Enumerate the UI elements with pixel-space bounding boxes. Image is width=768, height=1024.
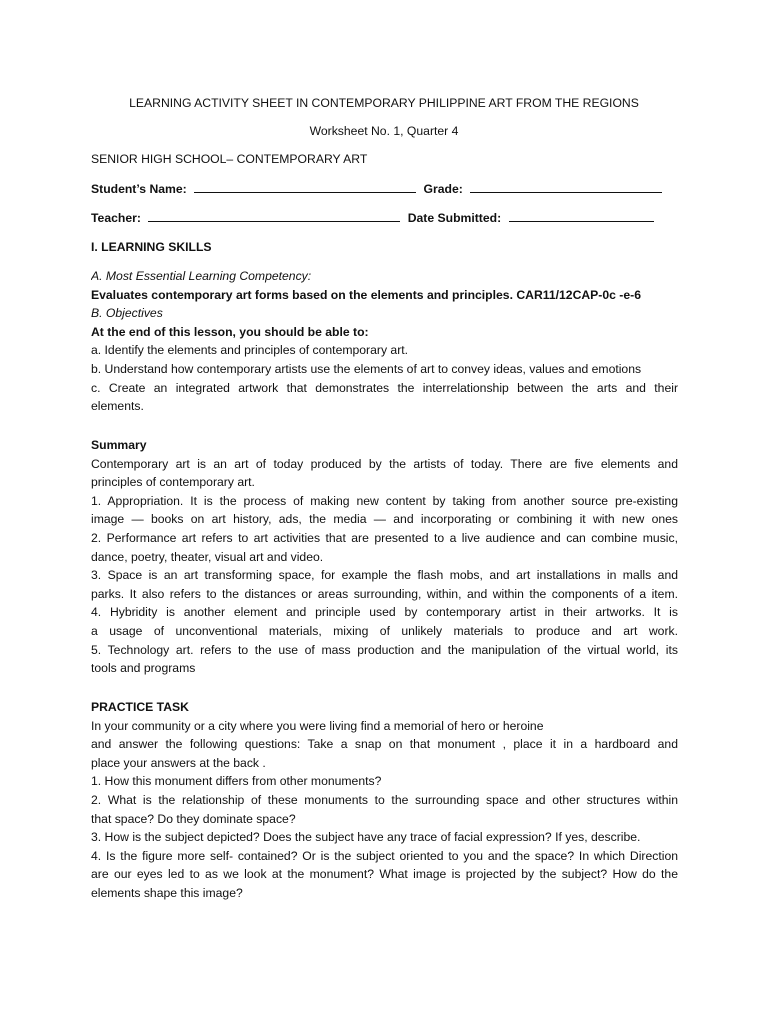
summary-item-1-line2: image — books on art history, ads, the media — and incorporating or combining it with new ones (91, 512, 678, 527)
question-2-line2: that space? Do they dominate space? (91, 811, 296, 826)
practice-instructions-line2: place your answers at the back . (91, 755, 266, 770)
question-3: 3. How is the subject depicted? Does the subject have any trace of facial expression? If yes, describe. (91, 830, 641, 845)
teacher-field[interactable] (148, 209, 400, 222)
objective-b: b. Understand how contemporary artists use the elements of art to convey ideas, values and emotions (91, 361, 642, 376)
summary-item-3-line1: 3. Space is an art transforming space, for example the flash mobs, and art installations in malls and (91, 568, 678, 583)
grade-field[interactable] (470, 180, 662, 193)
teacher-date-row (91, 209, 678, 228)
school-line: SENIOR HIGH SCHOOL– CONTEMPORARY ART (91, 152, 368, 166)
competency-text: Evaluates contemporary art forms based on the elements and principles. CAR11/12CAP-0c -e-6 (91, 287, 641, 302)
objectives-label: B. Objectives (91, 306, 163, 321)
objective-a: a. Identify the elements and principles of contemporary art. (91, 343, 409, 358)
question-4-line3: elements shape this image? (91, 885, 243, 900)
summary-item-5-line2: tools and programs (91, 661, 196, 676)
question-1: 1. How this monument differs from other monuments? (91, 774, 382, 789)
summary-item-4-line1: 4. Hybridity is another element and principle used by contemporary artist in their artworks. It is (91, 605, 678, 620)
summary-item-1-line1: 1. Appropriation. It is the process of making new content by taking from another source pre-existing (91, 493, 678, 508)
student-grade-row (91, 180, 678, 199)
question-4-line2: are our eyes led to as we look at the monument? What image is projected by the subject? How do the (91, 867, 678, 882)
document-title: LEARNING ACTIVITY SHEET IN CONTEMPORARY PHILIPPINE ART FROM THE REGIONS (129, 96, 639, 110)
student-name-field[interactable] (194, 180, 416, 193)
objectives-intro: At the end of this lesson, you should be able to: (91, 324, 369, 339)
grade-label: Grade: (423, 182, 463, 196)
student-name-label: Student’s Name: (91, 182, 187, 196)
teacher-label: Teacher: (91, 211, 141, 225)
summary-intro-line1: Contemporary art is an art of today produced by the artists of today. There are five elements and (91, 456, 678, 471)
practice-task-section (91, 698, 678, 903)
date-submitted-field[interactable] (509, 209, 654, 222)
practice-instructions-line1: and answer the following questions: Take a snap on that monument , place it in a hardboard and (91, 737, 678, 752)
summary-item-2-line2: dance, poetry, theater, visual art and video. (91, 549, 324, 564)
learning-skills-heading: I. LEARNING SKILLS (91, 240, 212, 254)
summary-heading: Summary (91, 438, 147, 452)
summary-section (91, 436, 678, 678)
question-4-line1: 4. Is the figure more self- contained? Or is the subject oriented to you and the space? In which Direction (91, 848, 678, 863)
learning-skills-section (91, 267, 678, 416)
summary-item-3-line2: parks. It also refers to the distances or areas surrounding, within, and within the components of a item. (91, 586, 678, 601)
worksheet-number: Worksheet No. 1, Quarter 4 (309, 124, 459, 138)
summary-item-2-line1: 2. Performance art refers to art activities that are presented to a live audience and can combine music, (91, 530, 678, 545)
competency-label: A. Most Essential Learning Competency: (91, 269, 312, 283)
summary-item-4-line2: a usage of unconventional materials, mixing of unlikely materials to produce and art work. (91, 623, 678, 638)
objective-c-line1: c. Create an integrated artwork that demonstrates the interrelationship between the arts and their (91, 380, 678, 395)
practice-intro: In your community or a city where you were living find a memorial of hero or heroine (91, 718, 544, 733)
summary-item-5-line1: 5. Technology art. refers to the use of mass production and the manipulation of the virtual world, its (91, 642, 678, 657)
question-2-line1: 2. What is the relationship of these monuments to the surrounding space and other structures within (91, 792, 678, 807)
summary-intro-line2: principles of contemporary art. (91, 475, 255, 490)
objective-c-line2: elements. (91, 399, 144, 414)
practice-task-heading: PRACTICE TASK (91, 700, 189, 714)
date-submitted-label: Date Submitted: (407, 211, 502, 225)
